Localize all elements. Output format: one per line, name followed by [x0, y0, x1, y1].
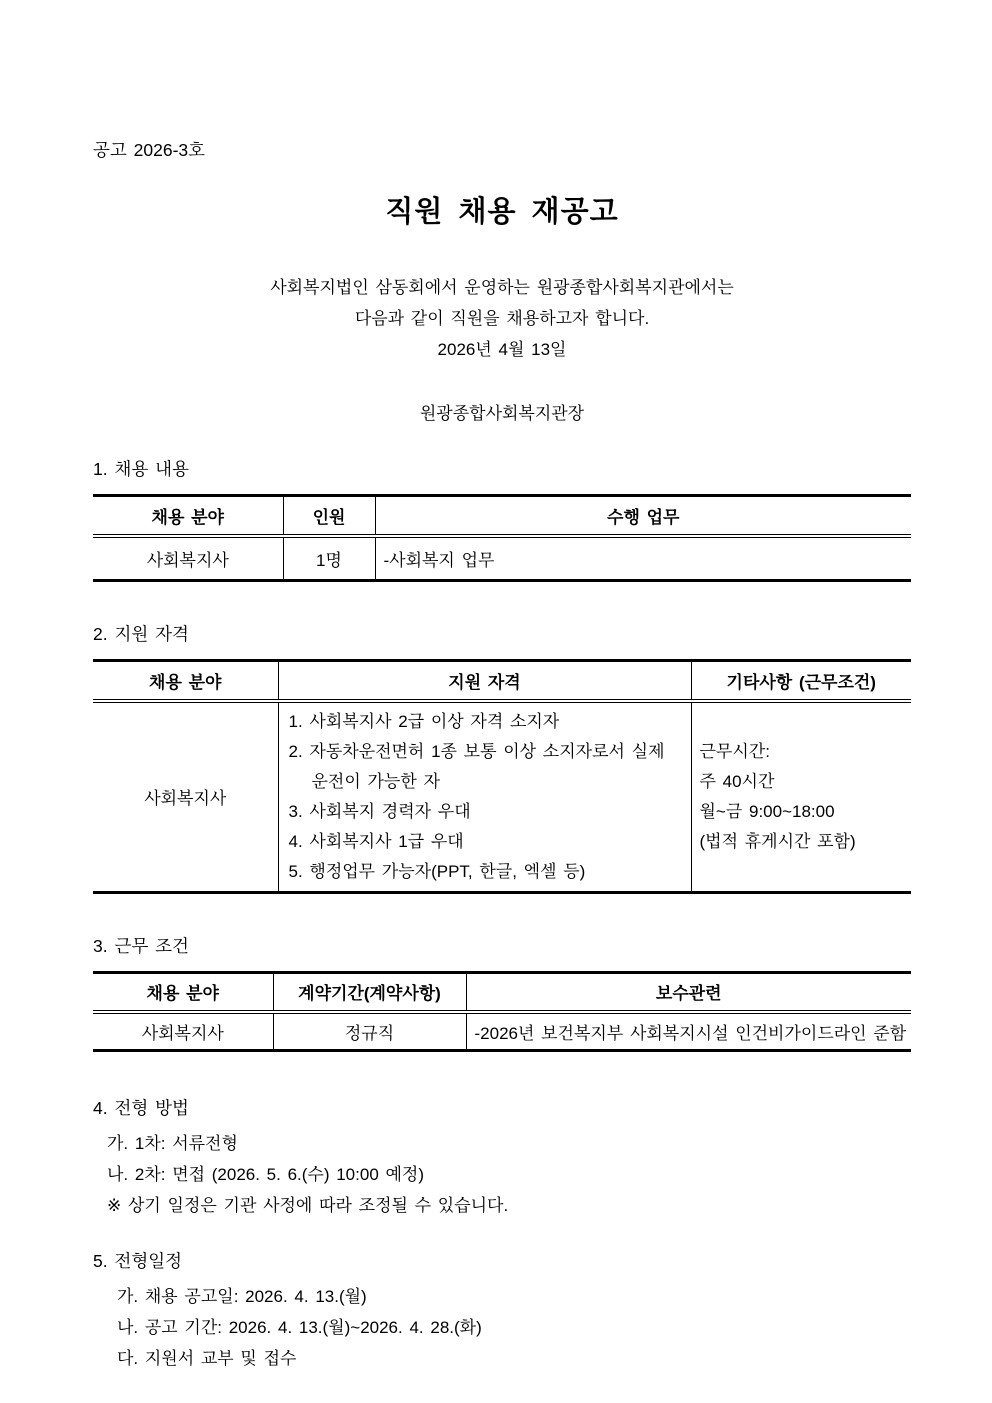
cell-headcount: 1명	[283, 536, 375, 581]
intro-line-1: 사회복지법인 삼동회에서 운영하는 원광종합사회복지관에서는	[270, 278, 734, 297]
section-heading-selection-method: 4. 전형 방법	[93, 1097, 189, 1118]
qualification-item: 1. 사회복지사 2급 이상 자격 소지자	[288, 711, 560, 731]
cell-field: 사회복지사	[141, 1023, 224, 1043]
list-item: 가. 1차: 서류전형	[107, 1133, 238, 1153]
table-row	[93, 536, 911, 581]
signer-title: 원광종합사회복지관장	[419, 404, 585, 423]
cell-contract: 정규직	[273, 1012, 466, 1050]
condition-line: (법적 휴게시간 포함)	[699, 831, 856, 851]
column-header-contract: 계약기간(계약사항)	[273, 972, 466, 1012]
cell-qualifications	[278, 701, 691, 893]
list-item: 나. 공고 기간: 2026. 4. 13.(월)~2026. 4. 28.(화)	[117, 1317, 482, 1337]
section-heading-schedule: 5. 전형일정	[93, 1250, 183, 1271]
announcement-date: 2026년 4월 13일	[437, 340, 567, 359]
table-header-row	[93, 972, 911, 1012]
recruitment-table	[93, 494, 911, 582]
cell-pay: -2026년 보건복지부 사회복지시설 인건비가이드라인 준함	[466, 1012, 911, 1050]
column-header-other: 기타사항 (근무조건)	[691, 661, 911, 701]
condition-line: 근무시간:	[699, 741, 770, 761]
column-header-qualifications: 지원 자격	[278, 661, 691, 701]
table-header-row	[93, 496, 911, 536]
column-header-pay: 보수관련	[466, 972, 911, 1012]
list-item-note: ※ 상기 일정은 기관 사정에 따라 조정될 수 있습니다.	[107, 1195, 509, 1215]
qualification-item: 4. 사회복지사 1급 우대	[288, 831, 464, 851]
condition-line: 월~금 9:00~18:00	[699, 801, 835, 821]
column-header-duties: 수행 업무	[375, 496, 911, 536]
list-item: 나. 2차: 면접 (2026. 5. 6.(수) 10:00 예정)	[107, 1164, 424, 1184]
work-terms-table	[93, 971, 911, 1052]
column-header-field: 채용 분야	[93, 661, 278, 701]
section-heading-work-terms: 3. 근무 조건	[93, 935, 189, 956]
list-item: 가. 채용 공고일: 2026. 4. 13.(월)	[117, 1286, 367, 1306]
cell-work-conditions	[691, 701, 911, 893]
cell-field: 사회복지사	[144, 789, 227, 808]
selection-method-list	[93, 1128, 911, 1221]
qualification-item: 3. 사회복지 경력자 우대	[288, 801, 471, 821]
table-header-row	[93, 661, 911, 701]
qualification-item: 5. 행정업무 가능자(PPT, 한글, 엑셀 등)	[288, 861, 586, 881]
table-row	[93, 1012, 911, 1050]
column-header-headcount: 인원	[283, 496, 375, 536]
column-header-field: 채용 분야	[93, 972, 273, 1012]
notice-number: 공고 2026-3호	[93, 140, 206, 160]
section-heading-qualifications: 2. 지원 자격	[93, 624, 189, 644]
section-heading-recruitment: 1. 채용 내용	[93, 459, 189, 479]
table-row	[93, 701, 911, 893]
list-item: 다. 지원서 교부 및 접수	[117, 1348, 297, 1368]
intro-paragraph	[93, 272, 911, 365]
cell-duties: -사회복지 업무	[375, 536, 911, 581]
qualification-item: 2. 자동차운전면허 1종 보통 이상 소지자로서 실제 운전이 가능한 자	[288, 741, 665, 791]
condition-line: 주 40시간	[699, 771, 775, 791]
page-title: 직원 채용 재공고	[385, 196, 619, 228]
schedule-list	[93, 1281, 911, 1374]
qualifications-table	[93, 659, 911, 894]
intro-line-2: 다음과 같이 직원을 채용하고자 합니다.	[354, 309, 650, 328]
cell-field: 사회복지사	[146, 550, 229, 570]
column-header-field: 채용 분야	[93, 496, 283, 536]
